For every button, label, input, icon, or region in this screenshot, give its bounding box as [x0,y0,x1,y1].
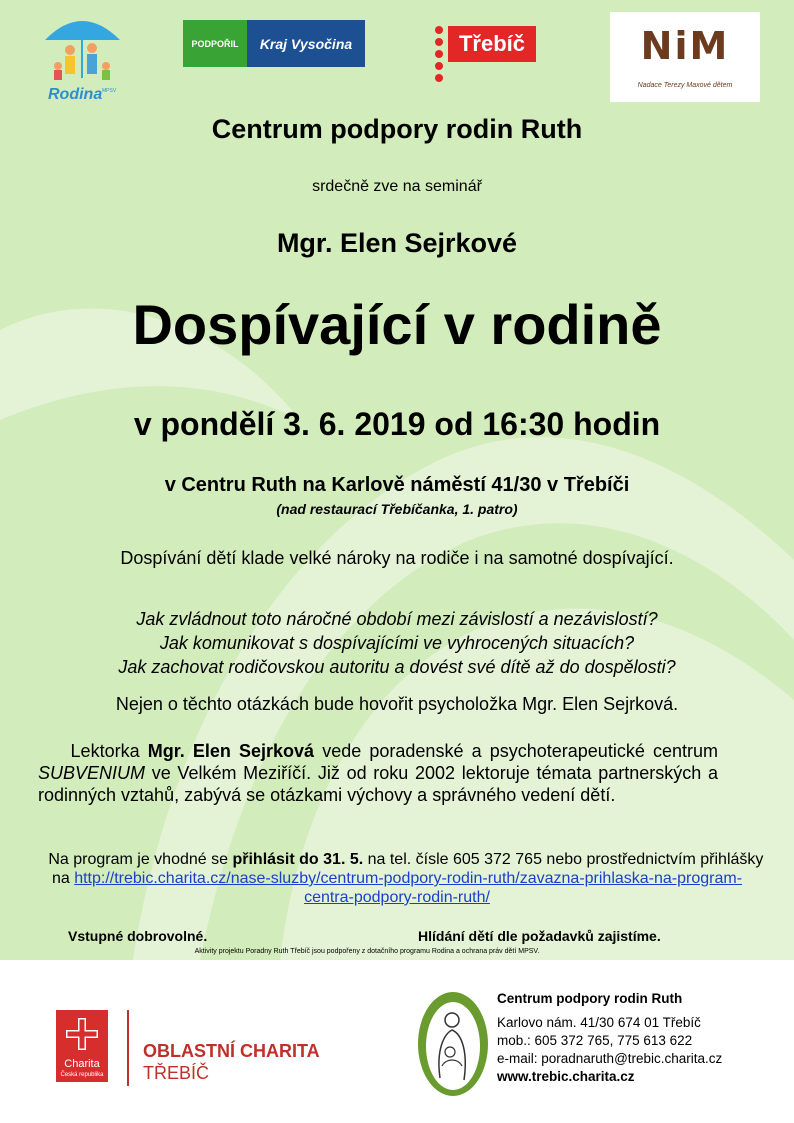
bio-paragraph: Lektorka Mgr. Elen Sejrková vede poradenské a psychoterapeutické centrum SUBVENIUM ve Velkém Meziříčí. Již od roku 2002 lektoruje témata partnerských a rodinných vztahů, zabývá se otázkami výchovy a správného vedení dětí. [38,741,718,805]
contact-heading: Centrum podpory rodin Ruth [497,991,683,1006]
contact-mobile: mob.: 605 372 765, 775 613 622 [497,1033,693,1048]
question-1: Jak zvládnout toto náročné období mezi závislostí a nezávislostí? [136,609,658,629]
contact-address: Karlovo nám. 41/30 674 01 Třebíč [497,1015,701,1030]
charita-name: OBLASTNÍ CHARITA TŘEBÍČ [143,1041,320,1083]
organizer-title: Centrum podpory rodin Ruth [211,114,583,144]
location-note: (nad restaurací Třebíčanka, 1. patro) [276,501,518,517]
contact-block [497,990,722,1086]
funding-note: Aktivity projektu Poradny Ruth Třebíč jsou podpořeny z dotačního programu Rodina a ochrana práv dětí MPSV. [194,948,540,955]
lecturer-name: Mgr. Elen Sejrkové [276,228,518,258]
bio-name: Mgr. Elen Sejrková [147,741,315,761]
registration-paragraph: Na program je vhodné se přihlásit do 31. 5. na tel. čísle 605 372 765 nebo prostřednictvím přihlášky na http://trebic.charita.cz/nase-sluzby/centrum-podpory-rodin-ruth/zavazna-prihlaska-na-program-centra-podpory-rodin-ruth/ [48,851,764,906]
kraj-vysocina-logo [183,20,365,67]
charita-mark-sub: Česká republika [60,1072,104,1078]
childcare-note: Hlídání dětí dle požadavků zajistíme. [418,928,661,944]
bio-center: SUBVENIUM [38,763,146,783]
contact-email[interactable]: e-mail: poradnaruth@trebic.charita.cz [497,1051,723,1066]
charita-divider [127,1010,129,1086]
seminar-title: Dospívající v rodině [132,293,662,356]
kraj-logo-left: PODPOŘIL [183,20,247,67]
charita-mark-caption: Charita [64,1058,100,1070]
charita-cross-icon [66,1018,98,1050]
date-time: v pondělí 3. 6. 2019 od 16:30 hodin [133,406,661,442]
speaker-line: Nejen o těchto otázkách bude hovořit psycholožka Mgr. Elen Sejrková. [115,694,679,714]
registration-deadline: přihlásit do 31. 5. [232,851,364,868]
registration-link[interactable]: http://trebic.charita.cz/nase-sluzby/centrum-podpory-rodin-ruth/zavazna-prihlaska-na-program-centra-podpory-rodin-ruth/ [74,870,743,906]
question-3: Jak zachovat rodičovskou autoritu a dovést své dítě až do dospělosti? [118,657,676,677]
nim-logo-mark: NiM [640,24,730,68]
rodina-logo-text: Rodina [48,86,103,103]
kraj-logo-right: Kraj Vysočina [247,20,365,67]
rodina-logo-sub: MPSV [102,88,117,94]
ruth-center-logo [416,990,490,1098]
invite-line: srdečně zve na seminář [312,178,482,195]
intro-paragraph: Dospívání dětí klade velké nároky na rodiče i na samotné dospívající. [120,548,674,568]
location: v Centru Ruth na Karlově náměstí 41/30 v Třebíči [164,474,630,496]
nim-foundation-logo [610,12,760,102]
entry-fee-note: Vstupné dobrovolné. [68,928,208,944]
trebic-logo-text: Třebíč [448,26,536,62]
contact-web[interactable]: www.trebic.charita.cz [497,1069,635,1084]
trebic-logo [430,24,540,84]
rodina-logo [40,8,125,108]
charita-logo [56,1010,108,1082]
nim-logo-sub: Nadace Terezy Maxové dětem [637,82,733,89]
question-2: Jak komunikovat s dospívajícími ve vyhrocených situacích? [159,633,635,653]
